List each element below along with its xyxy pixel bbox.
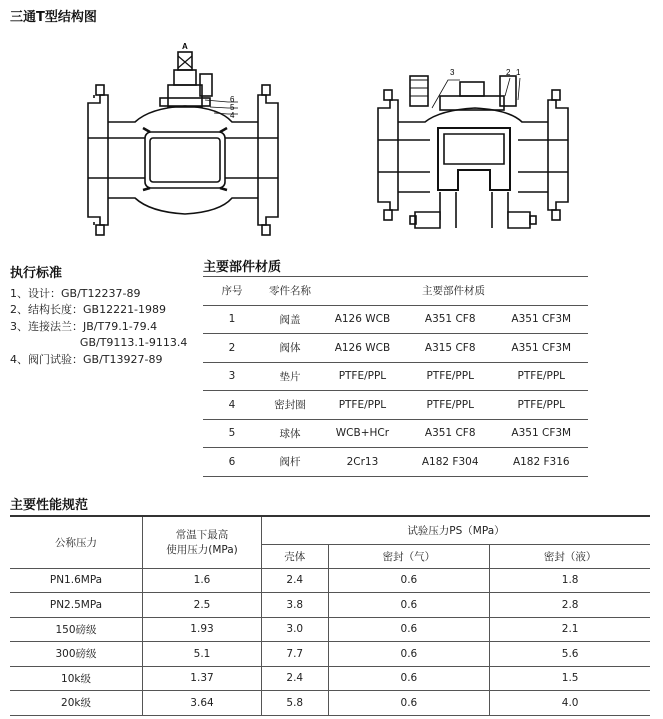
materials-table bbox=[203, 276, 588, 477]
callout-5: 5 bbox=[230, 103, 235, 112]
performance-cell: 5.1 bbox=[143, 642, 262, 667]
materials-title: 主要部件材质 bbox=[203, 260, 282, 275]
performance-cell: 3.64 bbox=[143, 691, 262, 716]
materials-cell: A351 CF8 bbox=[406, 419, 495, 448]
materials-cell: A315 CF8 bbox=[406, 334, 495, 363]
performance-cell: PN1.6MPa bbox=[10, 568, 143, 593]
header-shell: 壳体 bbox=[262, 544, 329, 568]
materials-cell: A351 CF3M bbox=[495, 305, 588, 334]
standards-list bbox=[10, 286, 187, 368]
performance-cell: 0.6 bbox=[328, 568, 490, 593]
standards-title: 执行标准 bbox=[10, 266, 63, 281]
performance-cell: 2.4 bbox=[262, 666, 329, 691]
performance-cell: 1.5 bbox=[490, 666, 650, 691]
materials-cell: 4 bbox=[203, 391, 261, 420]
view-label-a: A bbox=[182, 42, 188, 51]
performance-cell: 2.8 bbox=[490, 593, 650, 618]
performance-cell: 300磅级 bbox=[10, 642, 143, 667]
standard-item: 3、连接法兰：JB/T79.1-79.4 bbox=[10, 319, 158, 333]
materials-cell: 阀杆 bbox=[261, 448, 319, 477]
materials-cell: 1 bbox=[203, 305, 261, 334]
performance-row bbox=[10, 617, 650, 642]
materials-cell: 5 bbox=[203, 419, 261, 448]
performance-cell: 0.6 bbox=[328, 642, 490, 667]
left-valve-drawing bbox=[88, 52, 278, 235]
materials-cell: 密封圈 bbox=[261, 391, 319, 420]
materials-cell: A126 WCB bbox=[319, 334, 406, 363]
performance-title: 主要性能规范 bbox=[10, 498, 89, 513]
performance-cell: 1.93 bbox=[143, 617, 262, 642]
materials-cell: PTFE/PPL bbox=[495, 362, 588, 391]
materials-cell: A351 CF8 bbox=[406, 305, 495, 334]
materials-cell: A126 WCB bbox=[319, 305, 406, 334]
materials-header-part: 零件名称 bbox=[261, 277, 319, 306]
performance-cell: 1.6 bbox=[143, 568, 262, 593]
materials-cell: PTFE/PPL bbox=[406, 391, 495, 420]
page-title: 三通T型结构图 bbox=[10, 10, 97, 25]
materials-cell: 2Cr13 bbox=[319, 448, 406, 477]
materials-cell: 球体 bbox=[261, 419, 319, 448]
performance-row bbox=[10, 593, 650, 618]
performance-table bbox=[10, 515, 650, 716]
header-seal-gas: 密封（气） bbox=[328, 544, 490, 568]
materials-cell: PTFE/PPL bbox=[406, 362, 495, 391]
performance-cell: 150磅级 bbox=[10, 617, 143, 642]
materials-cell: WCB+HCr bbox=[319, 419, 406, 448]
callout-2: 2 bbox=[506, 68, 511, 77]
performance-cell: 2.1 bbox=[490, 617, 650, 642]
header-max-working-line1: 常温下最高 bbox=[175, 529, 229, 542]
header-max-working-pressure bbox=[143, 516, 262, 568]
performance-cell: 5.8 bbox=[262, 691, 329, 716]
materials-cell: 2 bbox=[203, 334, 261, 363]
performance-cell: 0.6 bbox=[328, 666, 490, 691]
performance-cell: 1.8 bbox=[490, 568, 650, 593]
standard-item: 4、阀门试验：GB/T13927-89 bbox=[10, 352, 163, 366]
performance-cell: 3.0 bbox=[262, 617, 329, 642]
materials-row bbox=[203, 419, 588, 448]
standard-item: GB/T9113.1-9113.4 bbox=[10, 336, 188, 350]
materials-cell: PTFE/PPL bbox=[319, 362, 406, 391]
materials-cell: A182 F304 bbox=[406, 448, 495, 477]
callout-3: 3 bbox=[450, 68, 455, 77]
materials-header-no: 序号 bbox=[203, 277, 261, 306]
performance-cell: 2.5 bbox=[143, 593, 262, 618]
performance-cell: 20k级 bbox=[10, 691, 143, 716]
materials-cell: 垫片 bbox=[261, 362, 319, 391]
header-test-pressure: 试验压力PS（MPa） bbox=[262, 516, 651, 544]
standard-item: 2、结构长度：GB12221-1989 bbox=[10, 303, 167, 317]
materials-row bbox=[203, 391, 588, 420]
performance-row bbox=[10, 642, 650, 667]
callout-1: 1 bbox=[516, 68, 521, 77]
materials-row bbox=[203, 334, 588, 363]
header-seal-liquid: 密封（液） bbox=[490, 544, 650, 568]
materials-cell: 阀体 bbox=[261, 334, 319, 363]
header-nominal-pressure: 公称压力 bbox=[10, 516, 143, 568]
header-max-working-line2: 使用压力(MPa) bbox=[166, 544, 238, 557]
performance-row bbox=[10, 691, 650, 716]
materials-cell: A351 CF3M bbox=[495, 419, 588, 448]
performance-row bbox=[10, 568, 650, 593]
valve-drawings bbox=[0, 40, 663, 240]
performance-cell: 1.37 bbox=[143, 666, 262, 691]
performance-cell: 4.0 bbox=[490, 691, 650, 716]
materials-row bbox=[203, 448, 588, 477]
materials-cell: 6 bbox=[203, 448, 261, 477]
performance-cell: 0.6 bbox=[328, 617, 490, 642]
performance-cell: 3.8 bbox=[262, 593, 329, 618]
materials-cell: PTFE/PPL bbox=[319, 391, 406, 420]
materials-cell: A182 F316 bbox=[495, 448, 588, 477]
performance-cell: 2.4 bbox=[262, 568, 329, 593]
materials-cell: PTFE/PPL bbox=[495, 391, 588, 420]
performance-row bbox=[10, 666, 650, 691]
performance-cell: 7.7 bbox=[262, 642, 329, 667]
materials-row bbox=[203, 362, 588, 391]
materials-header-material: 主要部件材质 bbox=[319, 277, 588, 306]
callout-6: 6 bbox=[230, 95, 235, 104]
performance-table-body bbox=[10, 568, 650, 715]
materials-table-body bbox=[203, 305, 588, 476]
materials-cell: 阀盖 bbox=[261, 305, 319, 334]
performance-cell: 5.6 bbox=[490, 642, 650, 667]
callout-4: 4 bbox=[230, 111, 235, 120]
performance-cell: 10k级 bbox=[10, 666, 143, 691]
performance-cell: PN2.5MPa bbox=[10, 593, 143, 618]
materials-cell: A351 CF3M bbox=[495, 334, 588, 363]
materials-cell: 3 bbox=[203, 362, 261, 391]
performance-cell: 0.6 bbox=[328, 691, 490, 716]
right-valve-drawing bbox=[378, 76, 568, 228]
standard-item: 1、设计：GB/T12237-89 bbox=[10, 287, 141, 300]
performance-cell: 0.6 bbox=[328, 593, 490, 618]
materials-row bbox=[203, 305, 588, 334]
